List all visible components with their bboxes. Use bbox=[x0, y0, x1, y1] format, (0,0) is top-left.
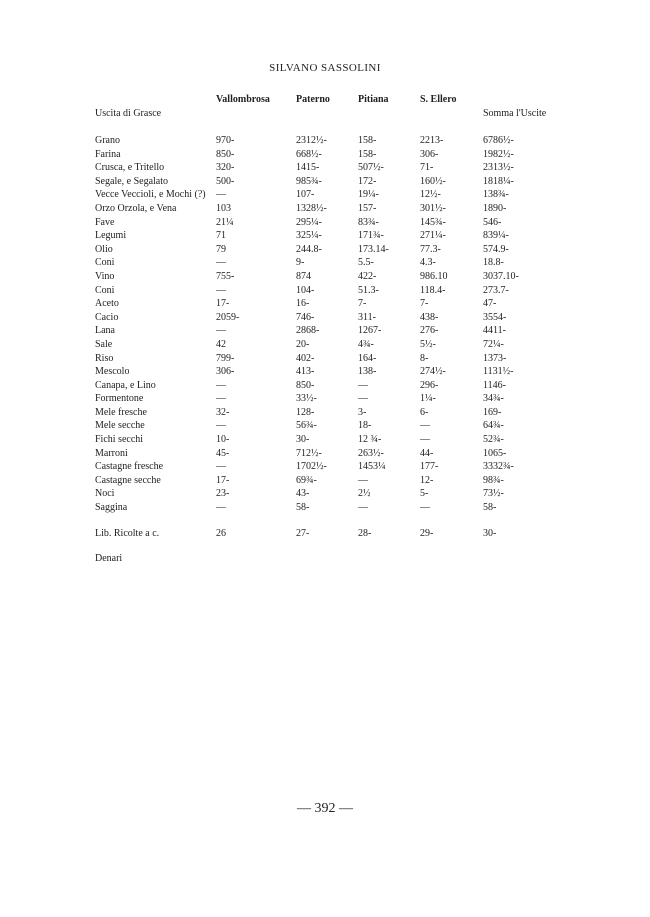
table-row bbox=[95, 324, 575, 338]
row-value-pitiana: 138- bbox=[358, 366, 377, 378]
row-value-paterno: 20- bbox=[296, 338, 310, 350]
table-row bbox=[95, 338, 575, 352]
row-value-paterno: 43- bbox=[296, 488, 310, 500]
row-value-vallombrosa: — bbox=[216, 393, 226, 405]
row-value-pitiana: 7- bbox=[358, 298, 367, 310]
row-value-ellero: 12- bbox=[420, 474, 434, 486]
ricolte-total: 30- bbox=[483, 527, 497, 539]
row-value-paterno: 746- bbox=[296, 311, 315, 323]
table-row bbox=[95, 433, 575, 447]
row-item-label: Vino bbox=[95, 270, 115, 282]
row-value-paterno: 9- bbox=[296, 257, 305, 269]
row-value-pitiana: 171¾- bbox=[358, 230, 384, 242]
total-column-header: Somma l'Uscite bbox=[483, 108, 547, 119]
row-item-label: Coni bbox=[95, 284, 115, 296]
row-value-pitiana: 12 ¾- bbox=[358, 434, 382, 446]
row-value-vallombrosa: — bbox=[216, 420, 226, 432]
row-value-ellero: 6- bbox=[420, 406, 429, 418]
row-item-label: Olio bbox=[95, 243, 113, 255]
table-row bbox=[95, 243, 575, 257]
row-value-vallombrosa: — bbox=[216, 284, 226, 296]
row-value-total: 839¼- bbox=[483, 230, 509, 242]
column-header-paterno: Paterno bbox=[296, 94, 330, 105]
row-value-total: 3037.10- bbox=[483, 270, 519, 282]
table-row bbox=[95, 134, 575, 148]
row-value-vallombrosa: 850- bbox=[216, 148, 235, 160]
row-value-total: 52¾- bbox=[483, 434, 504, 446]
row-value-paterno: 402- bbox=[296, 352, 315, 364]
row-value-pitiana: 3- bbox=[358, 406, 367, 418]
row-value-total: 546- bbox=[483, 216, 502, 228]
row-value-paterno: 56¾- bbox=[296, 420, 317, 432]
row-item-label: Fichi secchi bbox=[95, 434, 144, 446]
row-value-vallombrosa: 755- bbox=[216, 270, 235, 282]
table-row bbox=[95, 229, 575, 243]
table-row bbox=[95, 474, 575, 488]
row-value-ellero: 12½- bbox=[420, 189, 441, 201]
row-value-total: 1982½- bbox=[483, 148, 514, 160]
row-value-total: 169- bbox=[483, 406, 502, 418]
row-value-ellero: 5½- bbox=[420, 338, 436, 350]
row-value-pitiana: — bbox=[358, 474, 368, 486]
ricolte-s-ellero: 29- bbox=[420, 527, 434, 539]
table-row bbox=[95, 161, 575, 175]
row-item-label: Farina bbox=[95, 148, 121, 160]
row-value-vallombrosa: 103 bbox=[216, 202, 231, 214]
row-item-label: Saggina bbox=[95, 502, 128, 514]
row-value-paterno: 1328½- bbox=[296, 202, 327, 214]
row-value-pitiana: 311- bbox=[358, 311, 376, 323]
row-value-paterno: 712½- bbox=[296, 447, 322, 459]
row-value-ellero: 986.10 bbox=[420, 270, 448, 282]
running-head: SILVANO SASSOLINI bbox=[269, 62, 381, 74]
row-value-vallombrosa: 320- bbox=[216, 162, 235, 174]
ricolte-label: Lib. Ricolte a c. bbox=[95, 527, 160, 539]
table-body bbox=[95, 134, 575, 515]
row-value-ellero: 8- bbox=[420, 352, 429, 364]
row-value-paterno: 2312½- bbox=[296, 135, 327, 146]
row-item-label: Canapa, e Lino bbox=[95, 379, 156, 391]
row-value-paterno: 33½- bbox=[296, 393, 317, 405]
row-value-pitiana: 4¾- bbox=[358, 338, 374, 350]
row-value-pitiana: 157- bbox=[358, 202, 377, 214]
table-row bbox=[95, 392, 575, 406]
ricolte-row bbox=[95, 527, 575, 541]
row-item-label: Legumi bbox=[95, 230, 127, 242]
row-item-label: Segale, e Segalato bbox=[95, 175, 169, 187]
row-value-vallombrosa: 970- bbox=[216, 135, 235, 146]
row-value-pitiana: 507½- bbox=[358, 162, 384, 174]
table-row bbox=[95, 256, 575, 270]
table-row bbox=[95, 216, 575, 230]
row-value-total: 3554- bbox=[483, 311, 507, 323]
row-value-paterno: 413- bbox=[296, 366, 315, 378]
row-item-label: Castagne secche bbox=[95, 474, 161, 486]
row-value-ellero: 77.3- bbox=[420, 243, 441, 255]
row-value-total: 6786½- bbox=[483, 135, 514, 146]
row-value-ellero: 118.4- bbox=[420, 284, 446, 296]
table-row bbox=[95, 311, 575, 325]
row-value-pitiana: 5.5- bbox=[358, 257, 374, 269]
row-value-paterno: 1415- bbox=[296, 162, 320, 174]
row-value-vallombrosa: 17- bbox=[216, 298, 230, 310]
row-value-pitiana: 172- bbox=[358, 175, 377, 187]
row-value-paterno: 104- bbox=[296, 284, 315, 296]
row-value-total: 18.8- bbox=[483, 257, 504, 269]
ricolte-vallombrosa: 26 bbox=[216, 527, 226, 539]
row-value-total: 64¾- bbox=[483, 420, 504, 432]
spacer bbox=[95, 515, 575, 527]
row-value-ellero: 7- bbox=[420, 298, 429, 310]
row-value-vallombrosa: — bbox=[216, 379, 226, 391]
row-value-vallombrosa: — bbox=[216, 257, 226, 269]
row-item-label: Mescolo bbox=[95, 366, 130, 378]
row-value-total: 1131½- bbox=[483, 366, 514, 378]
denari-label: Denari bbox=[95, 553, 123, 565]
row-value-ellero: — bbox=[420, 434, 430, 446]
row-item-label: Lana bbox=[95, 325, 115, 337]
row-value-paterno: 325¼- bbox=[296, 230, 322, 242]
table-row bbox=[95, 487, 575, 501]
row-value-vallombrosa: 306- bbox=[216, 366, 235, 378]
row-value-pitiana: 19¼- bbox=[358, 189, 379, 201]
row-value-vallombrosa: 42 bbox=[216, 338, 226, 350]
row-value-ellero: — bbox=[420, 420, 430, 432]
row-value-pitiana: 1267- bbox=[358, 325, 382, 337]
table-row bbox=[95, 148, 575, 162]
row-value-pitiana: 2½ bbox=[358, 488, 371, 500]
row-value-total: 47- bbox=[483, 298, 497, 310]
row-value-ellero: 177- bbox=[420, 461, 439, 473]
row-value-pitiana: 164- bbox=[358, 352, 377, 364]
row-value-ellero: 306- bbox=[420, 148, 439, 160]
row-item-label: Riso bbox=[95, 352, 114, 364]
table-row bbox=[95, 202, 575, 216]
row-value-vallombrosa: 32- bbox=[216, 406, 230, 418]
column-header-vallombrosa: Vallombrosa bbox=[216, 94, 270, 105]
row-value-vallombrosa: 21¼ bbox=[216, 216, 234, 228]
table-row bbox=[95, 188, 575, 202]
page-number: — 392 — bbox=[297, 801, 353, 816]
row-value-ellero: 296- bbox=[420, 379, 439, 391]
row-value-vallombrosa: 23- bbox=[216, 488, 230, 500]
row-value-pitiana: 83¾- bbox=[358, 216, 379, 228]
row-value-total: 58- bbox=[483, 502, 497, 514]
row-value-pitiana: — bbox=[358, 393, 368, 405]
row-value-paterno: 295¼- bbox=[296, 216, 322, 228]
table-row bbox=[95, 447, 575, 461]
row-value-total: 1890- bbox=[483, 202, 507, 214]
row-item-label: Formentone bbox=[95, 393, 144, 405]
row-value-vallombrosa: — bbox=[216, 189, 226, 201]
row-value-total: 138¾- bbox=[483, 189, 509, 201]
grain-output-table bbox=[95, 93, 575, 566]
row-value-vallombrosa: — bbox=[216, 461, 226, 473]
row-value-ellero: 4.3- bbox=[420, 257, 436, 269]
row-item-label: Fave bbox=[95, 216, 115, 228]
row-value-ellero: 145¾- bbox=[420, 216, 446, 228]
row-item-label: Cacio bbox=[95, 311, 119, 323]
row-value-total: 2313½- bbox=[483, 162, 514, 174]
row-value-ellero: 2213- bbox=[420, 135, 444, 146]
row-value-ellero: 44- bbox=[420, 447, 434, 459]
row-value-vallombrosa: 2059- bbox=[216, 311, 240, 323]
row-value-total: 4411- bbox=[483, 325, 506, 337]
table-row bbox=[95, 406, 575, 420]
row-value-paterno: 1702½- bbox=[296, 461, 327, 473]
denari-row bbox=[95, 552, 575, 566]
row-item-label: Orzo Orzola, e Vena bbox=[95, 202, 177, 214]
row-item-label: Crusca, e Tritello bbox=[95, 162, 165, 174]
ricolte-pitiana: 28- bbox=[358, 527, 372, 539]
row-value-vallombrosa: 71 bbox=[216, 230, 226, 242]
row-item-label: Aceto bbox=[95, 298, 119, 310]
ricolte-paterno: 27- bbox=[296, 527, 310, 539]
row-value-ellero: 5- bbox=[420, 488, 429, 500]
row-value-ellero: 71- bbox=[420, 162, 434, 174]
row-value-ellero: 276- bbox=[420, 325, 439, 337]
row-value-ellero: 1¼- bbox=[420, 393, 436, 405]
row-value-pitiana: 18- bbox=[358, 420, 372, 432]
row-value-vallombrosa: 10- bbox=[216, 434, 230, 446]
row-value-paterno: 30- bbox=[296, 434, 310, 446]
table-row bbox=[95, 365, 575, 379]
row-value-total: 1065- bbox=[483, 447, 507, 459]
row-value-paterno: 244.8- bbox=[296, 243, 322, 255]
row-item-label: Sale bbox=[95, 338, 113, 350]
row-value-paterno: 874 bbox=[296, 270, 311, 282]
row-value-ellero: 271¼- bbox=[420, 230, 446, 242]
row-value-pitiana: 173.14- bbox=[358, 243, 389, 255]
column-header-pitiana: Pitiana bbox=[358, 94, 389, 105]
row-value-pitiana: 158- bbox=[358, 148, 377, 160]
row-value-total: 1146- bbox=[483, 379, 506, 391]
row-value-pitiana: 51.3- bbox=[358, 284, 379, 296]
table-row bbox=[95, 284, 575, 298]
row-item-label: Noci bbox=[95, 488, 115, 500]
table-row bbox=[95, 175, 575, 189]
row-value-paterno: 2868- bbox=[296, 325, 320, 337]
row-value-vallombrosa: 500- bbox=[216, 175, 235, 187]
row-value-total: 1818¼- bbox=[483, 175, 514, 187]
table-row bbox=[95, 460, 575, 474]
row-value-vallombrosa: 799- bbox=[216, 352, 235, 364]
row-value-paterno: 58- bbox=[296, 502, 310, 514]
column-header-row bbox=[95, 93, 575, 107]
row-item-label: Coni bbox=[95, 257, 115, 269]
row-value-vallombrosa: 79 bbox=[216, 243, 226, 255]
row-item-label: Grano bbox=[95, 135, 120, 146]
row-value-vallombrosa: 45- bbox=[216, 447, 230, 459]
section-header-row bbox=[95, 107, 575, 121]
row-value-total: 72¼- bbox=[483, 338, 504, 350]
section-label: Uscita di Grasce bbox=[95, 108, 162, 119]
row-value-total: 34¾- bbox=[483, 393, 504, 405]
row-item-label: Mele secche bbox=[95, 420, 145, 432]
row-value-pitiana: 422- bbox=[358, 270, 377, 282]
row-value-paterno: 69¾- bbox=[296, 474, 317, 486]
row-value-ellero: 438- bbox=[420, 311, 439, 323]
row-value-vallombrosa: — bbox=[216, 325, 226, 337]
spacer bbox=[95, 121, 575, 134]
row-value-pitiana: 263½- bbox=[358, 447, 384, 459]
row-item-label: Marroni bbox=[95, 447, 128, 459]
table-row bbox=[95, 379, 575, 393]
row-item-label: Mele fresche bbox=[95, 406, 147, 418]
row-value-ellero: 301½- bbox=[420, 202, 446, 214]
row-value-total: 1373- bbox=[483, 352, 507, 364]
row-value-vallombrosa: 17- bbox=[216, 474, 230, 486]
row-value-paterno: 128- bbox=[296, 406, 315, 418]
row-value-pitiana: — bbox=[358, 502, 368, 514]
row-value-total: 73½- bbox=[483, 488, 504, 500]
table-row bbox=[95, 297, 575, 311]
row-value-vallombrosa: — bbox=[216, 502, 226, 514]
row-value-pitiana: 158- bbox=[358, 135, 377, 146]
row-value-ellero: 160½- bbox=[420, 175, 446, 187]
column-header-s-ellero: S. Ellero bbox=[420, 94, 457, 105]
row-value-paterno: 850- bbox=[296, 379, 315, 391]
table-row bbox=[95, 352, 575, 366]
spacer bbox=[95, 540, 575, 552]
row-value-paterno: 985¾- bbox=[296, 175, 322, 187]
row-value-total: 574.9- bbox=[483, 243, 509, 255]
row-value-pitiana: — bbox=[358, 379, 368, 391]
table-row bbox=[95, 419, 575, 433]
row-value-paterno: 107- bbox=[296, 189, 315, 201]
row-value-total: 273.7- bbox=[483, 284, 509, 296]
row-value-paterno: 16- bbox=[296, 298, 310, 310]
table-row bbox=[95, 501, 575, 515]
row-value-total: 3332¾- bbox=[483, 461, 514, 473]
row-item-label: Castagne fresche bbox=[95, 461, 164, 473]
row-value-paterno: 668½- bbox=[296, 148, 322, 160]
row-value-ellero: 274½- bbox=[420, 366, 446, 378]
table-row bbox=[95, 270, 575, 284]
row-value-pitiana: 1453¼ bbox=[358, 461, 386, 473]
row-item-label: Vecce Veccioli, e Mochi (?) bbox=[95, 189, 206, 201]
row-value-total: 98¾- bbox=[483, 474, 504, 486]
row-value-ellero: — bbox=[420, 502, 430, 514]
